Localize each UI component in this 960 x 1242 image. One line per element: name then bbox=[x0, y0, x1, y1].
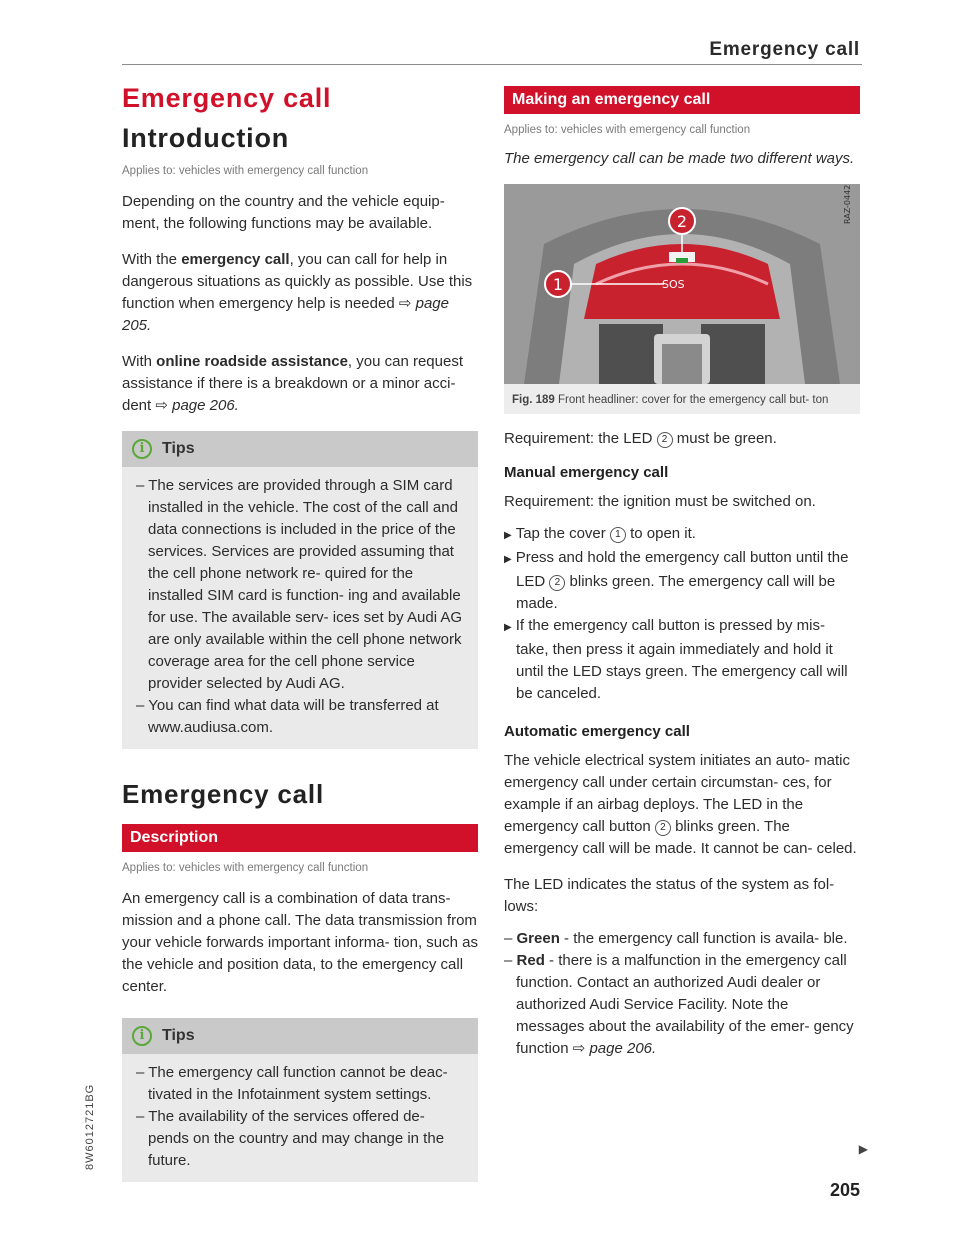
tips-header bbox=[122, 431, 478, 467]
making-call-bar: Making an emergency call bbox=[504, 86, 860, 114]
status-label: Green bbox=[516, 930, 560, 947]
page-link[interactable]: ⇨ page 206. bbox=[155, 396, 239, 414]
bold-term: online roadside assistance bbox=[156, 352, 348, 370]
section-title: Emergency call bbox=[122, 83, 332, 113]
manual-heading: Manual emergency call bbox=[504, 464, 669, 481]
status-item: – Red - there is a malfunction in the emergency call function. Contact an authorized Audi dealer or authorized Audi Service Facility. Note the messages about the availability of the emer- gency function ⇨ page 206. bbox=[504, 952, 854, 1057]
tip-item: – The services are provided through a SIM card installed in the vehicle. The cost of the call and data connections is included in the price of the services. Services are provided assuming that the cell phone network re- quired for the installed SIM card is function- ing and available for use. The available serv- ices set by Audi AG are only available within the cell phone network coverage area for the cell phone service provider selected by Audi AG. bbox=[136, 476, 463, 692]
text: The vehicle electrical system initiates an auto- matic emergency call under certain circumstan- ces, for example if an airbag deploys. The LED in the emergency call button bbox=[504, 752, 850, 835]
tips-list bbox=[122, 467, 478, 739]
callout-ref: 2 bbox=[655, 820, 671, 836]
text: blinks green. The emergency call will be made. bbox=[516, 573, 836, 612]
text: If the emergency call button is pressed by mis- take, then press it again immediately and hold it until the LED stays green. The emergency call will be canceled. bbox=[515, 617, 848, 702]
text: With bbox=[122, 352, 157, 370]
status-label: Red bbox=[516, 952, 545, 969]
tip-item: – The availability of the services offered de- pends on the country and may change in the future. bbox=[136, 1107, 445, 1169]
text: Press and hold the emergency call button until the LED bbox=[515, 549, 849, 590]
applies-note: Applies to: vehicles with emergency call function bbox=[122, 164, 369, 177]
callout-ref: 2 bbox=[549, 575, 565, 591]
roadside-paragraph bbox=[122, 351, 478, 417]
page-link[interactable]: ⇨ page 206. bbox=[572, 1040, 657, 1057]
document-code: 8W6012721BG bbox=[84, 1083, 96, 1170]
figure-label: Fig. 189 bbox=[512, 394, 555, 406]
lead-text: The emergency call can be made two different ways. bbox=[504, 150, 855, 167]
text: blinks green. The emergency call will be made. It cannot be can- celed. bbox=[504, 818, 857, 857]
page-link[interactable]: ⇨ page 205. bbox=[122, 294, 449, 334]
text: , you can call for help in dangerous situations as quickly as possible. Use this function when emergency help is needed bbox=[122, 250, 473, 312]
continue-arrow-icon: ▶ bbox=[858, 1142, 868, 1156]
intro-paragraph: Depending on the country and the vehicle equip- ment, the following functions may be available. bbox=[122, 192, 445, 232]
applies-note: Applies to: vehicles with emergency call function bbox=[122, 861, 369, 874]
automatic-paragraph bbox=[504, 750, 860, 860]
step-item bbox=[504, 547, 860, 615]
description-bar: Description bbox=[122, 824, 478, 852]
figure-code: RAZ-0442 bbox=[843, 184, 852, 224]
automatic-heading: Automatic emergency call bbox=[504, 723, 690, 740]
running-header: Emergency call bbox=[709, 39, 860, 60]
tips-list bbox=[122, 1054, 478, 1172]
callout-ref: 1 bbox=[610, 527, 626, 543]
status-intro: The LED indicates the status of the system as fol- lows: bbox=[504, 876, 835, 915]
text: to open it. bbox=[625, 525, 696, 542]
tip-item: – You can find what data will be transferred at www.audiusa.com. bbox=[136, 696, 439, 736]
manual-steps bbox=[504, 523, 860, 705]
step-arrow-icon: ▶ bbox=[504, 554, 512, 565]
status-item: – Green - the emergency call function is availa- ble. bbox=[504, 930, 848, 947]
left-column bbox=[122, 82, 478, 1182]
text: , you can request assistance if there is a breakdown or a minor acci- dent bbox=[122, 352, 463, 414]
headliner-illustration bbox=[504, 184, 860, 384]
emergency-heading: Emergency call bbox=[122, 778, 324, 809]
info-icon: i bbox=[132, 439, 152, 459]
figure-caption bbox=[504, 384, 860, 414]
tips-title: Tips bbox=[162, 1026, 195, 1044]
text: Requirement: the LED bbox=[504, 430, 657, 447]
intro-heading: Introduction bbox=[122, 123, 290, 154]
requirement-led bbox=[504, 428, 860, 450]
emergency-call-paragraph bbox=[122, 249, 478, 337]
callout-2: 2 bbox=[676, 212, 688, 231]
callout-ref: 2 bbox=[657, 432, 673, 448]
caption-text: Front headliner: cover for the emergency call but- ton bbox=[554, 394, 829, 406]
tips-header bbox=[122, 1018, 478, 1054]
text: - the emergency call function is availa- ble. bbox=[559, 930, 848, 947]
text: - there is a malfunction in the emergency call function. Contact an authorized Audi dealer or authorized Audi Service Facility. Note the messages about the availability of the emer- gency function bbox=[516, 952, 854, 1057]
text: With the bbox=[122, 250, 182, 268]
right-column bbox=[504, 86, 860, 1060]
sos-label: SOS bbox=[662, 278, 685, 291]
manual-requirement: Requirement: the ignition must be switched on. bbox=[504, 493, 816, 510]
step-item bbox=[504, 523, 860, 547]
callout-1: 1 bbox=[552, 275, 564, 294]
tips-box bbox=[122, 1018, 478, 1182]
step-item bbox=[504, 615, 860, 705]
tip-item: – The emergency call function cannot be deac- tivated in the Infotainment system settings. bbox=[136, 1063, 448, 1103]
page-number: 205 bbox=[829, 1180, 860, 1200]
figure-189 bbox=[504, 184, 860, 414]
tips-title: Tips bbox=[162, 439, 195, 457]
info-icon: i bbox=[132, 1026, 152, 1046]
text: Tap the cover bbox=[515, 525, 610, 542]
text: must be green. bbox=[672, 430, 777, 447]
status-list bbox=[504, 928, 860, 1060]
step-arrow-icon: ▶ bbox=[504, 622, 512, 633]
tips-box bbox=[122, 431, 478, 749]
step-arrow-icon: ▶ bbox=[504, 530, 512, 541]
header-rule bbox=[122, 64, 862, 65]
description-paragraph: An emergency call is a combination of data trans- mission and a phone call. The data transmission from your vehicle forwards important informa- tion, such as the vehicle and position data, to the emergency call center. bbox=[122, 889, 478, 995]
applies-note: Applies to: vehicles with emergency call function bbox=[504, 124, 751, 136]
bold-term: emergency call bbox=[181, 250, 290, 268]
